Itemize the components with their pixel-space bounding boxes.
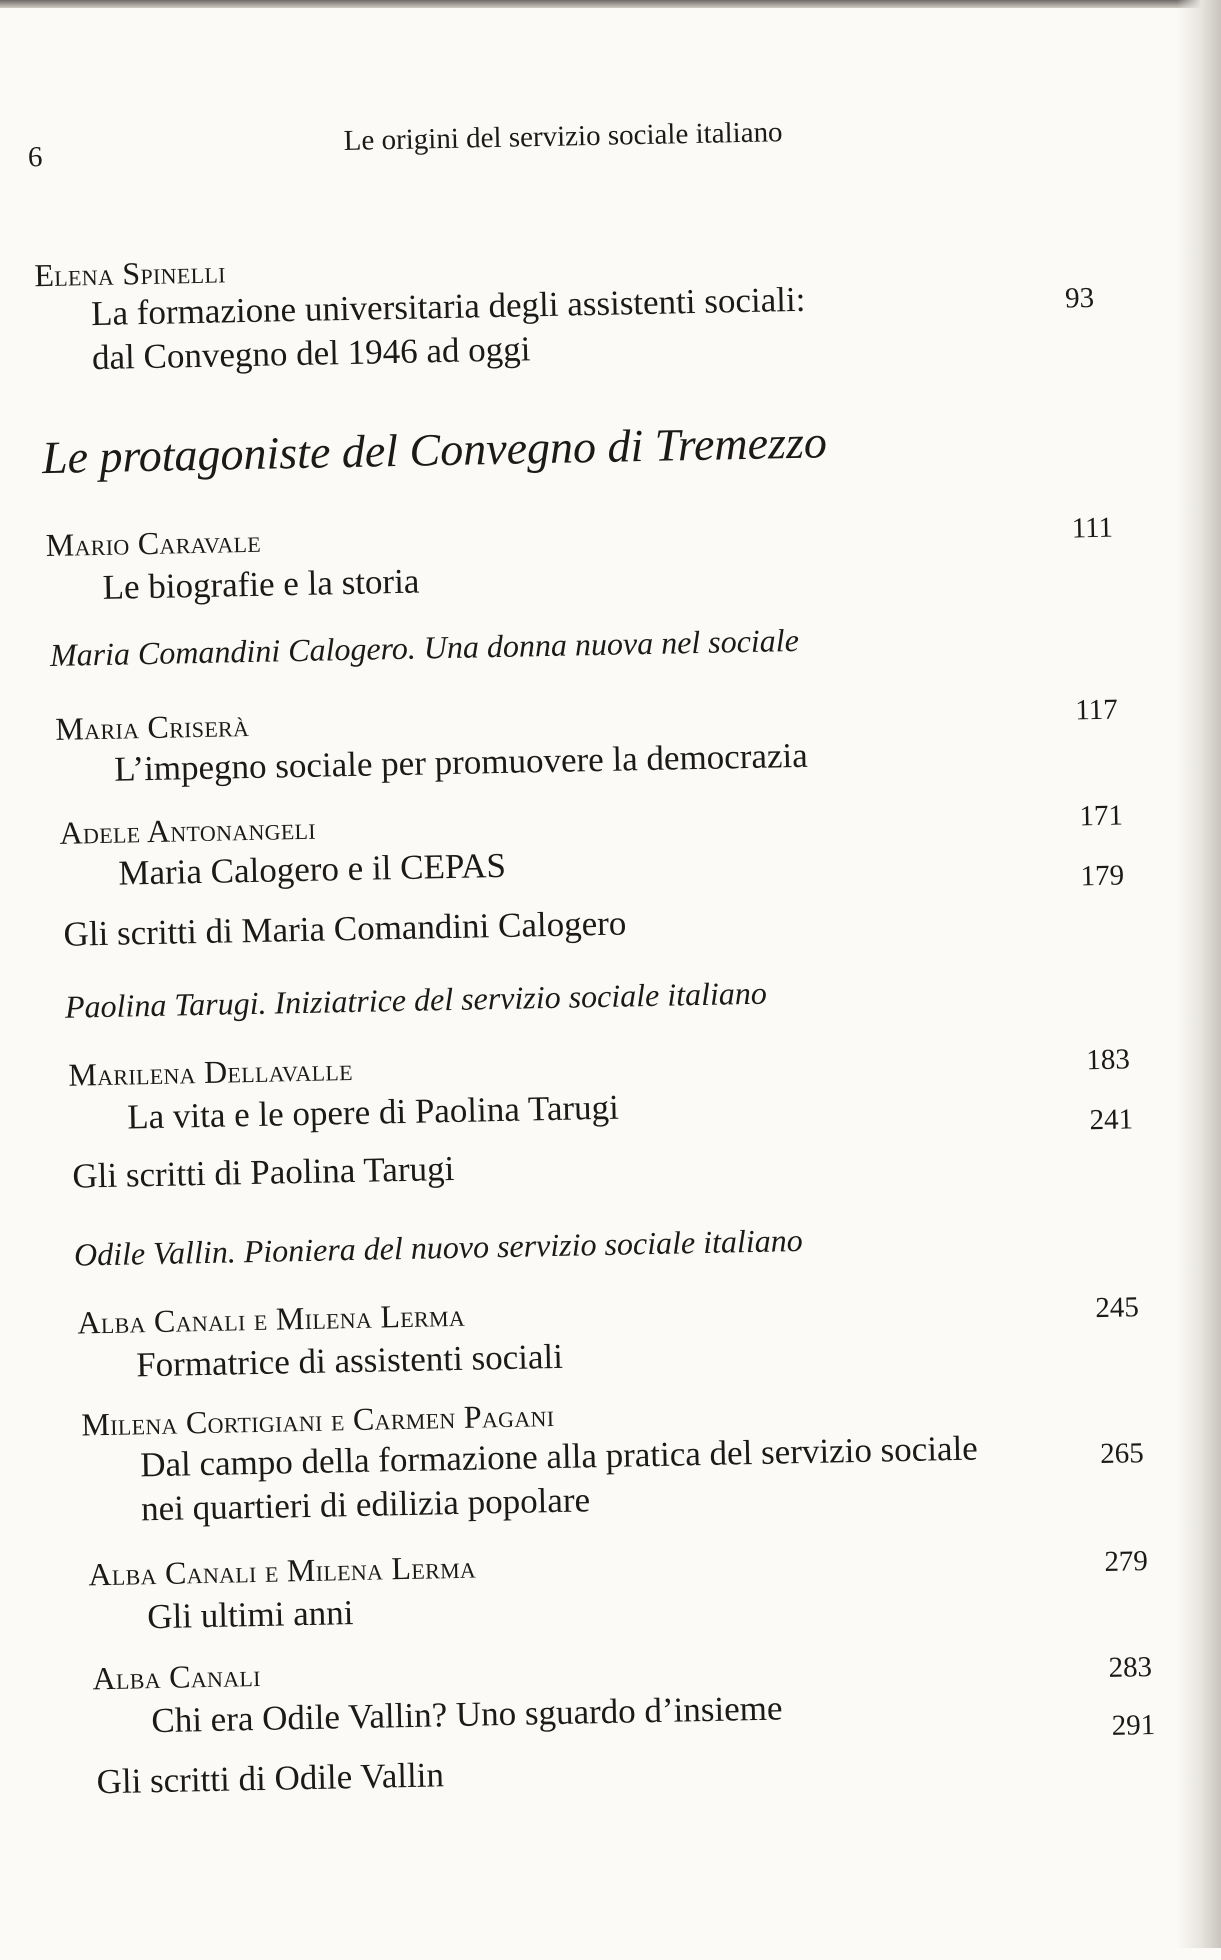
toc-entry-title: Maria Calogero e il CEPAS	[117, 845, 507, 893]
toc-page-number: 265	[1099, 1437, 1145, 1471]
toc-author: Alba Canali e Milena Lerma	[77, 1296, 466, 1341]
toc-entry-title: Gli scritti di Paolina Tarugi	[72, 1148, 455, 1196]
toc-page-number: 171	[1079, 799, 1124, 833]
toc-entry-title: nei quartieri di edilizia popolare	[140, 1480, 591, 1529]
toc-author: Elena Spinelli	[33, 253, 226, 294]
page-number: 6	[27, 141, 43, 174]
toc-page-number: 93	[1064, 281, 1095, 315]
toc-entry-title: Gli scritti di Maria Comandini Calogero	[63, 903, 627, 954]
toc-entry-title: Chi era Odile Vallin? Uno sguardo d’insieme	[150, 1688, 783, 1741]
toc-entry-title: Dal campo della formazione alla pratica del servizio sociale	[139, 1428, 979, 1485]
toc-page-number: 245	[1094, 1291, 1140, 1325]
toc-entry-title: La formazione universitaria degli assistenti sociali:	[90, 279, 806, 334]
toc-entry-title: Formatrice di assistenti sociali	[135, 1336, 564, 1385]
toc-author: Maria Criserà	[55, 707, 250, 747]
toc-entry-title: La vita e le opere di Paolina Tarugi	[126, 1087, 620, 1137]
subsection-heading: Paolina Tarugi. Iniziatrice del servizio sociale italiano	[64, 974, 768, 1025]
toc-page-number: 179	[1080, 859, 1125, 893]
toc-author: Mario Caravale	[45, 522, 262, 564]
toc-page-number: 241	[1089, 1103, 1134, 1137]
toc-page-number: 279	[1104, 1545, 1149, 1578]
toc-page-number: 283	[1108, 1651, 1153, 1684]
toc-author: Marilena Dellavalle	[68, 1050, 354, 1093]
toc-entry-title: dal Convegno del 1946 ad oggi	[91, 329, 531, 378]
toc-author: Alba Canali e Milena Lerma	[88, 1548, 477, 1593]
toc-author: Milena Cortigiani e Carmen Pagani	[81, 1397, 555, 1443]
toc-entry-title: L’impegno sociale per promuovere la democrazia	[113, 735, 809, 789]
toc-page-number: 111	[1071, 511, 1114, 545]
section-heading: Le protagoniste del Convegno di Tremezzo	[41, 416, 828, 484]
toc-page-number: 291	[1111, 1709, 1156, 1742]
subsection-heading: Maria Comandini Calogero. Una donna nuova nel sociale	[49, 621, 800, 673]
toc-author: Adele Antonangeli	[59, 809, 317, 851]
toc-entry-title: Gli scritti di Odile Vallin	[96, 1755, 445, 1802]
toc-entry-title: Gli ultimi anni	[146, 1593, 354, 1637]
subsection-heading: Odile Vallin. Pioniera del nuovo servizio sociale italiano	[73, 1221, 804, 1273]
toc-page-number: 183	[1085, 1043, 1131, 1077]
toc-entry-title: Le biografie e la storia	[102, 561, 420, 607]
toc-author: Alba Canali	[92, 1656, 262, 1697]
running-title: Le origini del servizio sociale italiano	[343, 116, 783, 157]
toc-page-number: 117	[1074, 693, 1119, 727]
